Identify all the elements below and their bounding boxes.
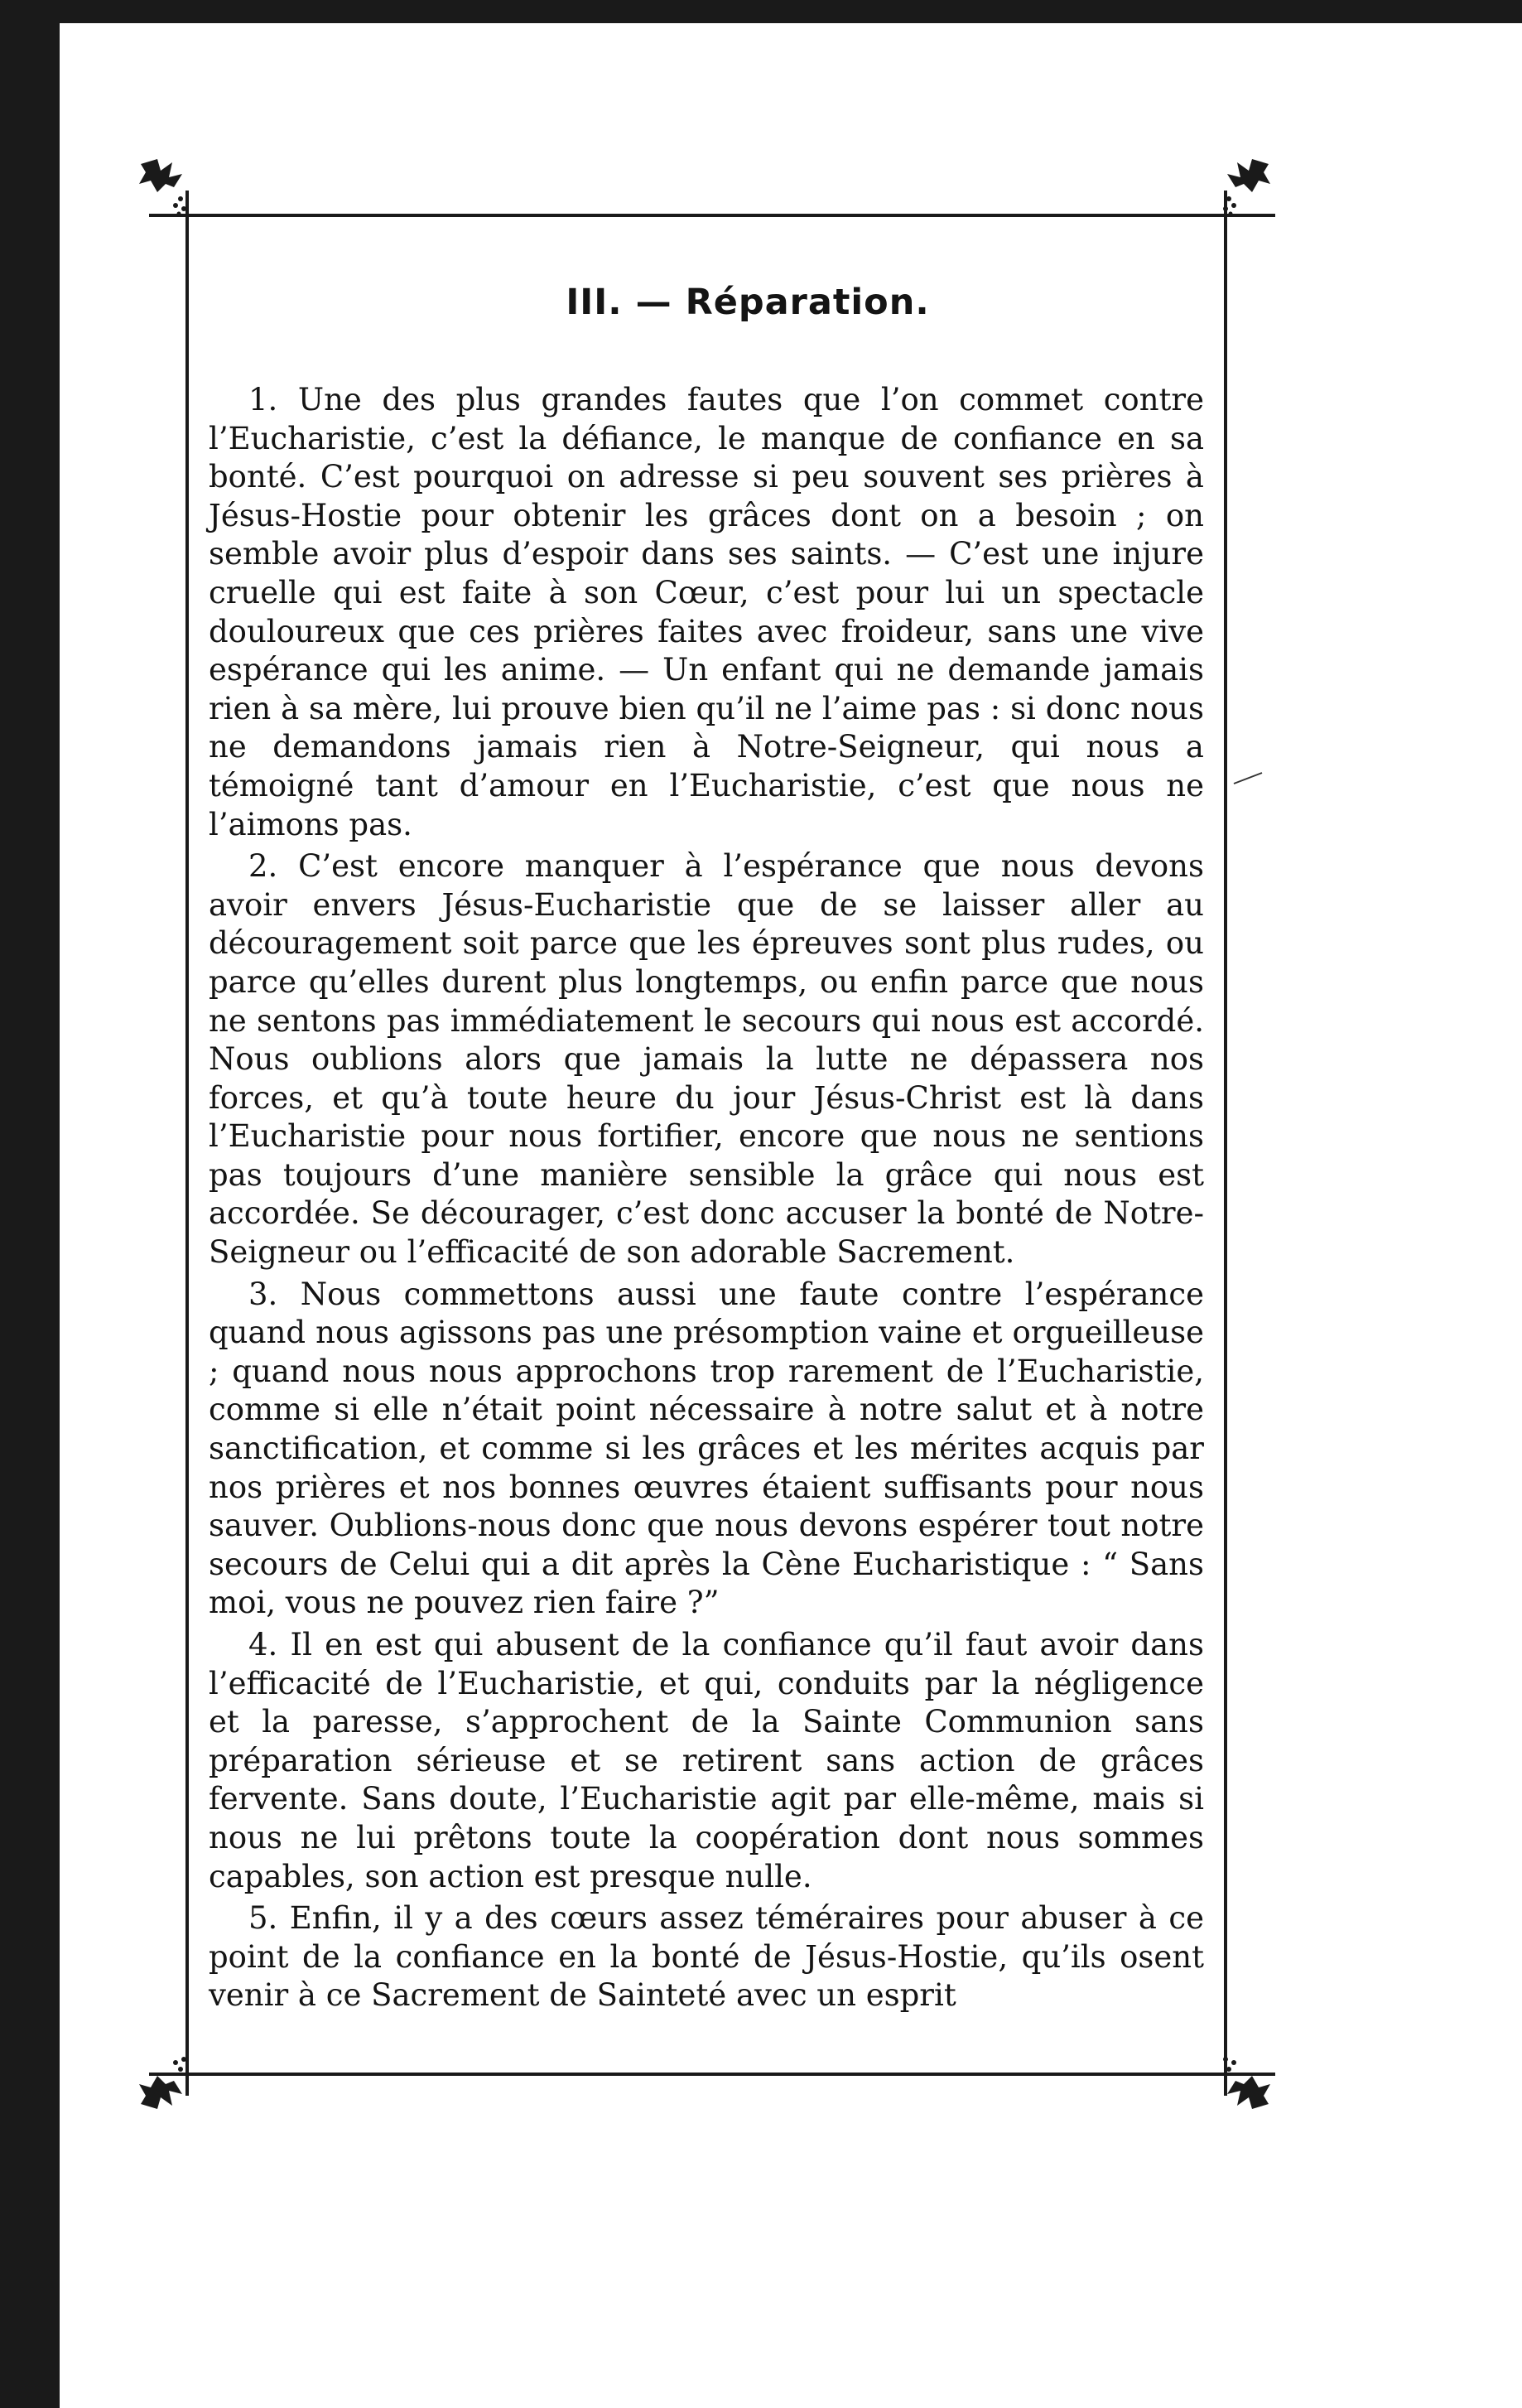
margin-pencil-mark (1232, 770, 1265, 785)
top-left-vine-ornament-icon (132, 156, 199, 222)
frame-left-line (185, 191, 189, 2096)
paragraph-4: 4. Il en est qui abusent de la confiance qu’il faut avoir dans l’efficacité de l’Eucharistie, et qui, conduits par la négligence et la paresse, s’approchent de la Sainte Communion sans préparation sérieuse et se retirent sans action de grâces fervente. Sans doute, l’Eucharistie agit par elle-même, mais si nous ne lui prêtons toute la coopération dont nous sommes capables, son action est presque nulle. (209, 1627, 1204, 1894)
paragraph-1: 1. Une des plus grandes fautes que l’on commet contre l’Eucharistie, c’est la défiance, le manque de confiance en sa bonté. C’est pourquoi on adresse si peu souvent ses prières à Jésus-Hostie pour obtenir les grâces dont on a besoin ; on semble avoir plus d’espoir dans ses saints. — C’est une injure cruelle qui est faite à son Cœur, c’est pour lui un spectacle douloureux que ces prières faites avec froideur, sans une vive espérance qui les anime. — Un enfant qui ne demande jamais rien à sa mère, lui prouve bien qu’il ne l’aime pas : si donc nous ne demandons jamais rien à Notre-Seigneur, qui nous a témoigné tant d’amour en l’Eucharistie, c’est que nous ne l’aimons pas. (209, 382, 1204, 842)
paragraph-2: 2. C’est encore manquer à l’espérance que nous devons avoir envers Jésus-Eucharistie que de se laisser aller au découragement soit parce que les épreuves sont plus rudes, ou parce qu’elles durent plus longtemps, ou enfin parce que nous ne sentons pas immédiatement le secours qui nous est accordé. Nous oublions alors que jamais la lutte ne dépassera nos forces, et qu’à toute heure du jour Jésus-Christ est là dans l’Eucharistie pour nous fortifier, encore que nous ne sentions pas toujours d’une manière sensible la grâce qui nous est accordée. Se décourager, c’est donc accuser la bonté de Notre-Seigneur ou l’efficacité de son adorable Sacrement. (209, 848, 1204, 1271)
scan-left-edge (0, 0, 60, 2408)
section-heading: III. — Réparation. (566, 282, 930, 323)
top-right-vine-ornament-icon (1211, 156, 1277, 222)
bottom-left-vine-ornament-icon (132, 2046, 199, 2112)
page-body (209, 282, 1204, 2019)
bottom-right-vine-ornament-icon (1211, 2046, 1277, 2112)
frame-bottom-line (149, 2073, 1275, 2076)
frame-right-line (1224, 191, 1227, 2096)
frame-top-line (149, 214, 1275, 217)
scan-top-edge (0, 0, 1522, 23)
paragraph-3: 3. Nous commettons aussi une faute contre l’espérance quand nous agissons pas une présomption vaine et orgueilleuse ; quand nous nous approchons trop rarement de l’Eucharistie, comme si elle n’était point nécessaire à notre salut et à notre sanctification, et comme si les grâces et les mérites acquis par nos prières et nos bonnes œuvres étaient suffisants pour nous sauver. Oublions-nous donc que nous devons espérer tout notre secours de Celui qui a dit après la Cène Eucharistique : “ Sans moi, vous ne pouvez rien faire ?” (209, 1276, 1204, 1621)
paragraph-5: 5. Enfin, il y a des cœurs assez téméraires pour abuser à ce point de la confiance en la bonté de Jésus-Hostie, qu’ils osent venir à ce Sacrement de Sainteté avec un esprit (209, 1900, 1204, 2014)
